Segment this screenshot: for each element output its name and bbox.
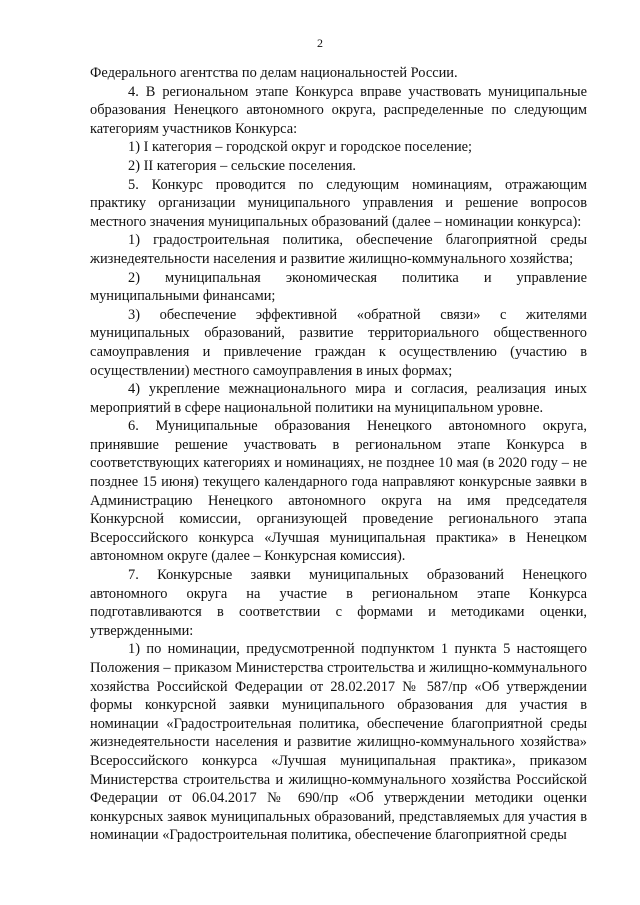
page-number: 2 [317, 36, 323, 50]
document-body [90, 64, 587, 845]
list-item-nomination-1: 1) градостроительная политика, обеспечение благоприятной среды жизнедеятельности населения и развитие жилищно-коммунального хозяйства; [90, 232, 587, 267]
paragraph-item-6: 6. Муниципальные образования Ненецкого автономного округа, принявшие решение участвовать в региональном этапе Конкурса в соответствующих категориях и номинациях, не позднее 10 мая (в 2020 году – не позднее 15 июня) текущего календарного года направляют конкурсные заявки в Администрацию Ненецкого автономного округа на имя председателя Конкурсной комиссии, организующей проведение регионального этапа Всероссийского конкурса «Лучшая муниципальная практика» в Ненецком автономном округе (далее – Конкурсная комиссия). [90, 418, 587, 565]
list-item-category-2: 2) II категория – сельские поселения. [128, 157, 357, 174]
paragraph-item-5: 5. Конкурс проводится по следующим номинациям, отражающим практику организации муниципального управления и решение вопросов местного значения муниципальных образований (далее – номинации конкурса): [90, 176, 587, 230]
paragraph-item-7: 7. Конкурсные заявки муниципальных образований Ненецкого автономного округа на участие в региональном этапе Конкурса подготавливаются в соответствии с формами и методиками оценки, утвержденными: [90, 567, 587, 639]
list-item-subitem-1: 1) по номинации, предусмотренной подпунктом 1 пункта 5 настоящего Положения – приказом Министерства строительства и жилищно-коммунального хозяйства Российской Федерации от 28.02.2017 № 587/пр «Об утверждении формы конкурсной заявки муниципального образования для участия в номинации «Градостроительная политика, обеспечение благоприятной среды жизнедеятельности населения и развитие жилищно-коммунального хозяйства» Всероссийского конкурса «Лучшая муниципальная практика», приказом Министерства строительства и жилищно-коммунального хозяйства Российской Федерации от 06.04.2017 № 690/пр «Об утверждении методики оценки конкурсных заявок муниципальных образований, представляемых для участия в номинации «Градостроительная политика, обеспечение благоприятной среды [90, 641, 587, 844]
list-item-nomination-4: 4) укрепление межнационального мира и согласия, реализация иных мероприятий в сфере национальной политики на муниципальном уровне. [90, 381, 587, 416]
list-item-nomination-2: 2) муниципальная экономическая политика и управление муниципальными финансами; [90, 269, 587, 305]
paragraph-continuation: Федерального агентства по делам национальностей России. [90, 65, 458, 81]
list-item-category-1: 1) I категория – городской округ и городское поселение; [128, 139, 473, 156]
paragraph-item-4: 4. В региональном этапе Конкурса вправе участвовать муниципальные образования Ненецкого автономного округа, распределенные по следующим категориям участников Конкурса: [90, 83, 587, 137]
list-item-nomination-3: 3) обеспечение эффективной «обратной связи» с жителями муниципальных образований, развитие территориального общественного самоуправления и привлечение граждан к осуществлению (участию в осуществлении) местного самоуправления в иных формах; [90, 306, 587, 379]
